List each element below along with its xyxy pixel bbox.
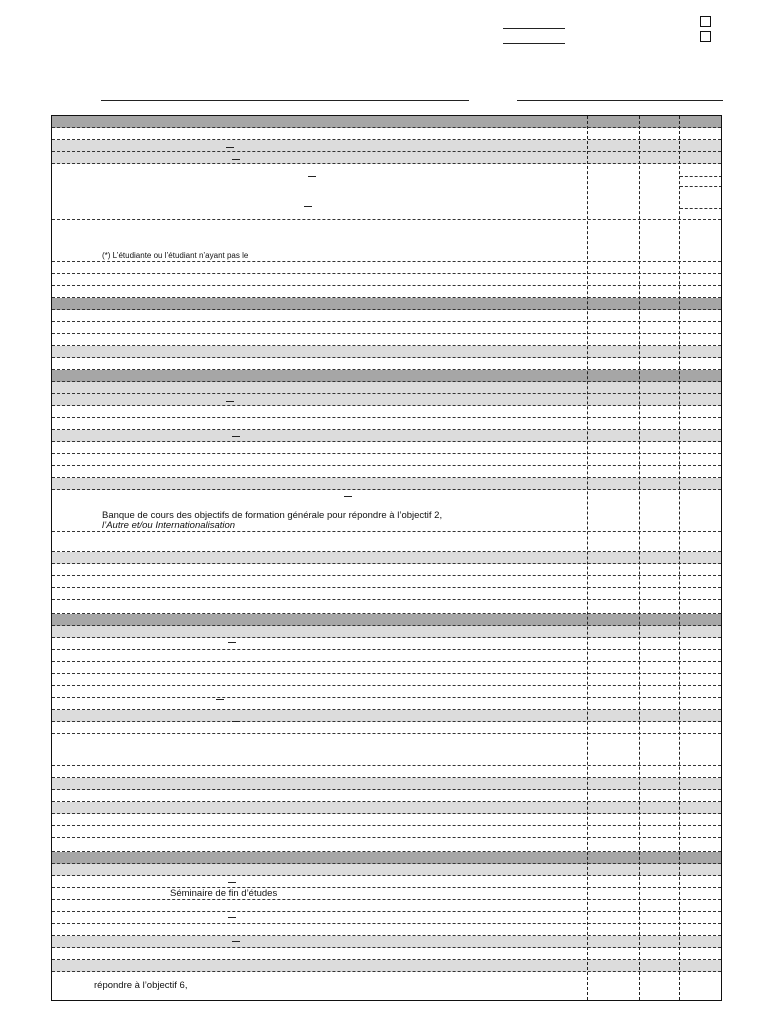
code-field-line[interactable] [517, 100, 723, 101]
table-row [52, 826, 721, 838]
table-row [52, 912, 721, 924]
table-row [52, 674, 721, 686]
table-row [52, 262, 721, 274]
table-row [52, 286, 721, 298]
dash-mark [232, 436, 240, 437]
table-row [52, 128, 721, 140]
table-row [52, 600, 721, 614]
table-row [52, 614, 721, 626]
banque-text-line-2: l’Autre et/ou Internationalisation [102, 520, 236, 531]
table-row [52, 382, 721, 394]
table-row [52, 152, 721, 164]
table-row [52, 686, 721, 698]
table-row [52, 790, 721, 802]
dash-mark [216, 699, 224, 700]
seminaire-text: Séminaire de fin d’études [170, 888, 278, 899]
header-blank-line-2 [503, 43, 565, 44]
table-row [52, 864, 721, 876]
table-row [52, 662, 721, 674]
dash-mark [232, 159, 240, 160]
dash-mark [228, 642, 236, 643]
dash-mark [228, 882, 236, 883]
table-row [52, 298, 721, 310]
name-field-line[interactable] [101, 100, 469, 101]
table-row [52, 852, 721, 864]
header-blank-line-1 [503, 28, 565, 29]
table-row [52, 814, 721, 826]
note-student-text: (*) L’étudiante ou l’étudiant n’ayant pas le [102, 251, 249, 260]
table-row [52, 532, 721, 552]
table-row [52, 876, 721, 888]
table-row [52, 406, 721, 418]
dash-mark [232, 721, 240, 722]
table-row [52, 564, 721, 576]
table-row [52, 346, 721, 358]
table-row [52, 960, 721, 972]
table-row [52, 626, 721, 638]
table-row [52, 442, 721, 454]
table-row [52, 116, 721, 128]
table-row [52, 334, 721, 346]
dash-mark [308, 176, 316, 177]
table-row [52, 140, 721, 152]
dash-mark [304, 206, 312, 207]
course-form-table [51, 115, 722, 1001]
table-row [52, 948, 721, 960]
table-row [52, 698, 721, 710]
table-row [52, 900, 721, 912]
dash-mark [344, 496, 352, 497]
table-row [52, 936, 721, 948]
table-row [52, 358, 721, 370]
column-divider-2 [639, 116, 640, 1000]
table-row [52, 650, 721, 662]
dash-mark [228, 917, 236, 918]
table-row [52, 722, 721, 734]
table-row [52, 466, 721, 478]
objectif6-text: répondre à l’objectif 6, [94, 980, 188, 991]
table-row [52, 888, 721, 900]
table-row [52, 394, 721, 406]
table-row [52, 478, 721, 490]
table-row [52, 734, 721, 766]
sub-divider-2 [680, 186, 722, 187]
table-row [52, 802, 721, 814]
table-row [52, 370, 721, 382]
table-row [52, 576, 721, 588]
dash-mark [232, 941, 240, 942]
table-row [52, 552, 721, 564]
column-divider-1 [587, 116, 588, 1000]
dash-mark [226, 147, 234, 148]
table-row [52, 310, 721, 322]
table-row [52, 766, 721, 778]
table-row [52, 322, 721, 334]
banque-text-line-1: Banque de cours des objectifs de formation générale pour répondre à l’objectif 2, [102, 510, 443, 521]
checkbox-2[interactable] [700, 31, 711, 42]
table-row [52, 838, 721, 852]
table-row [52, 418, 721, 430]
table-row [52, 924, 721, 936]
table-row [52, 430, 721, 442]
checkbox-1[interactable] [700, 16, 711, 27]
sub-divider-1 [680, 176, 722, 177]
table-row [52, 778, 721, 790]
table-row [52, 454, 721, 466]
table-row [52, 164, 721, 220]
dash-mark [226, 401, 234, 402]
sub-divider-3 [680, 208, 722, 209]
table-row [52, 588, 721, 600]
column-divider-3 [679, 116, 680, 1000]
table-row [52, 710, 721, 722]
table-row [52, 274, 721, 286]
table-row [52, 638, 721, 650]
